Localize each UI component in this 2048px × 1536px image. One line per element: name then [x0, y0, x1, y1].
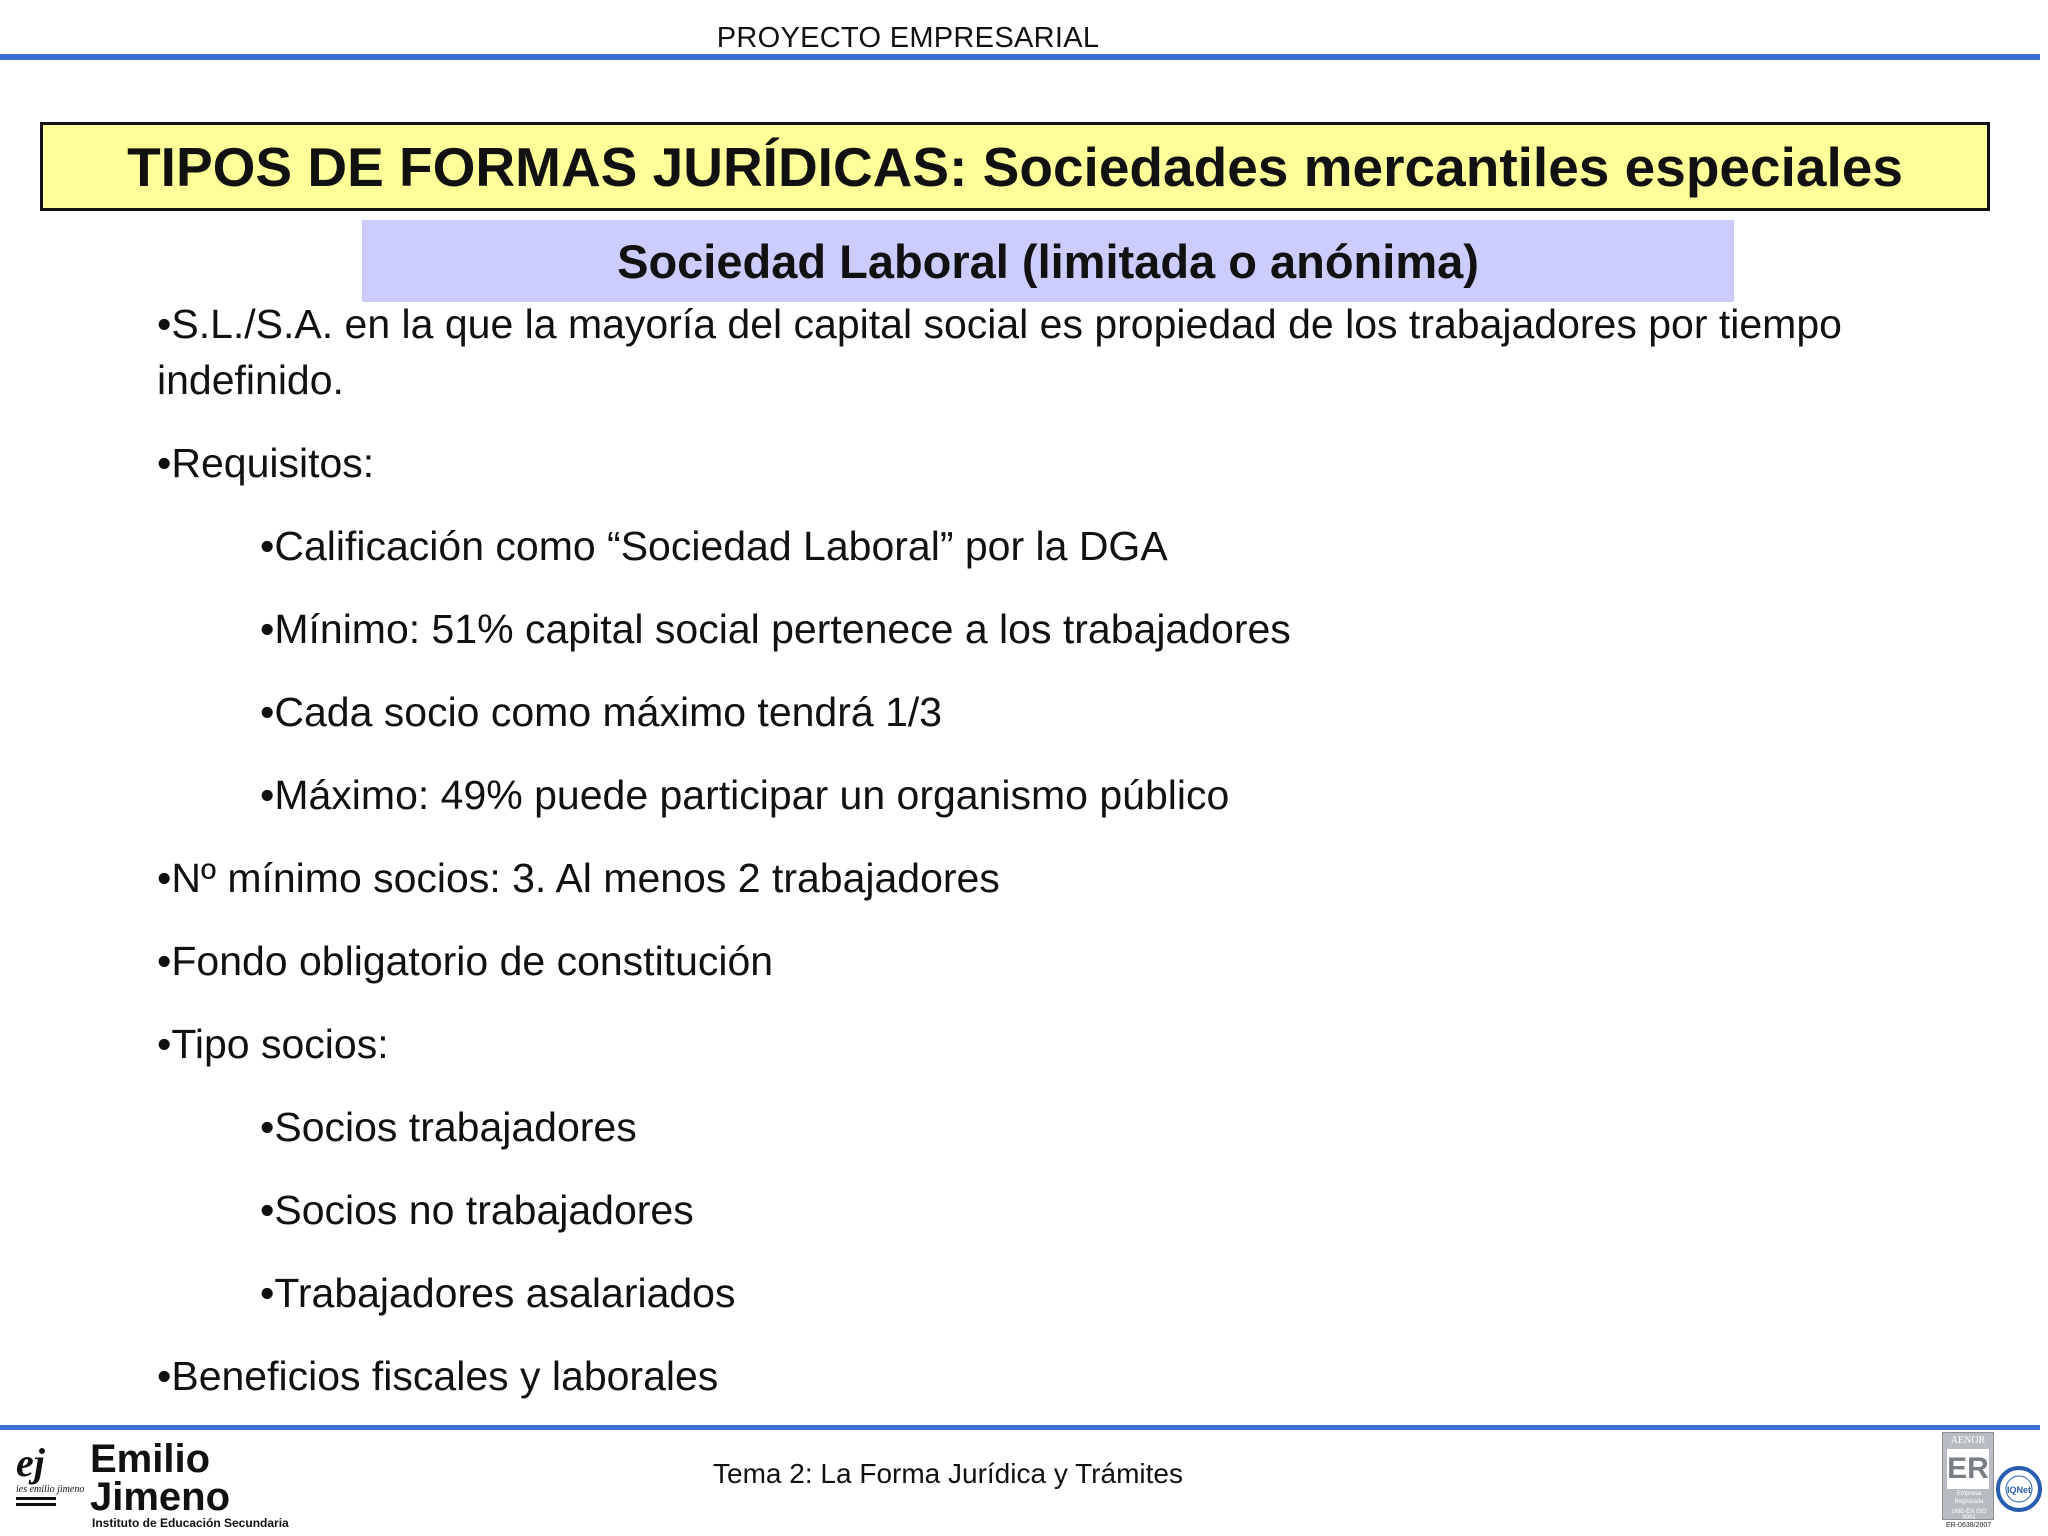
slide-title-text: TIPOS DE FORMAS JURÍDICAS: Sociedades mercantiles especiales — [127, 135, 1903, 198]
slide-subtitle — [362, 220, 1734, 302]
er-mark: ER — [1947, 1449, 1989, 1489]
sub-bullet-item: •Cada socio como máximo tendrá 1/3 — [260, 689, 943, 735]
footer-topic: Tema 2: La Forma Jurídica y Trámites — [713, 1458, 1183, 1489]
bullet-list — [157, 296, 1897, 1431]
aenor-badge — [1942, 1432, 1994, 1520]
sub-bullet-item: •Calificación como “Sociedad Laboral” por la DGA — [260, 523, 1168, 569]
logo-name-line2: Jimeno — [90, 1475, 231, 1519]
bullet-item: •Beneficios fiscales y laborales — [157, 1353, 719, 1399]
bullet-item: •Tipo socios: — [157, 1021, 389, 1067]
sub-bullet-item: •Mínimo: 51% capital social pertenece a los trabajadores — [260, 606, 1291, 652]
logo-monogram: ej — [16, 1442, 45, 1485]
slide-subtitle-text: Sociedad Laboral (limitada o anónima) — [617, 234, 1479, 288]
cert-label-line2: Registrada — [1954, 1499, 1984, 1505]
sub-bullet-item: •Socios trabajadores — [260, 1104, 637, 1150]
sub-bullet-item: •Trabajadores asalariados — [260, 1270, 736, 1316]
footer-rule — [0, 1425, 2040, 1430]
certification-badge — [1940, 1428, 2045, 1534]
iqnet-seal-icon — [1996, 1466, 2042, 1512]
cert-standard: UNE-EN ISO 9001 — [1951, 1509, 1987, 1521]
bullet-item: •Requisitos: — [157, 440, 375, 486]
header-rule — [0, 54, 2040, 60]
cert-label-line1: Empresa — [1956, 1491, 1981, 1497]
logo-name-line1: Emilio — [90, 1437, 211, 1481]
sub-bullet-item: •Socios no trabajadores — [260, 1187, 694, 1233]
logo-subtitle: Instituto de Educación Secundaria — [92, 1516, 289, 1530]
bullet-item: •Nº mínimo socios: 3. Al menos 2 trabajadores — [157, 855, 1000, 901]
slide-title — [40, 122, 1990, 211]
aenor-label: AENOR — [1950, 1435, 1986, 1446]
iqnet-label: IQNet — [2006, 1485, 2032, 1495]
sub-bullet-item: •Máximo: 49% puede participar un organismo público — [260, 772, 1230, 818]
cert-code: ER-0638/2007 — [1946, 1522, 1992, 1529]
logo-tagline: ies emilio jimeno — [16, 1484, 85, 1495]
header-title: PROYECTO EMPRESARIAL — [716, 22, 1100, 54]
bullet-item: •Fondo obligatorio de constitución — [157, 938, 774, 984]
bullet-item: •S.L./S.A. en la que la mayoría del capital social es propiedad de los trabajadores por tiempo indefinido. — [157, 301, 1842, 403]
